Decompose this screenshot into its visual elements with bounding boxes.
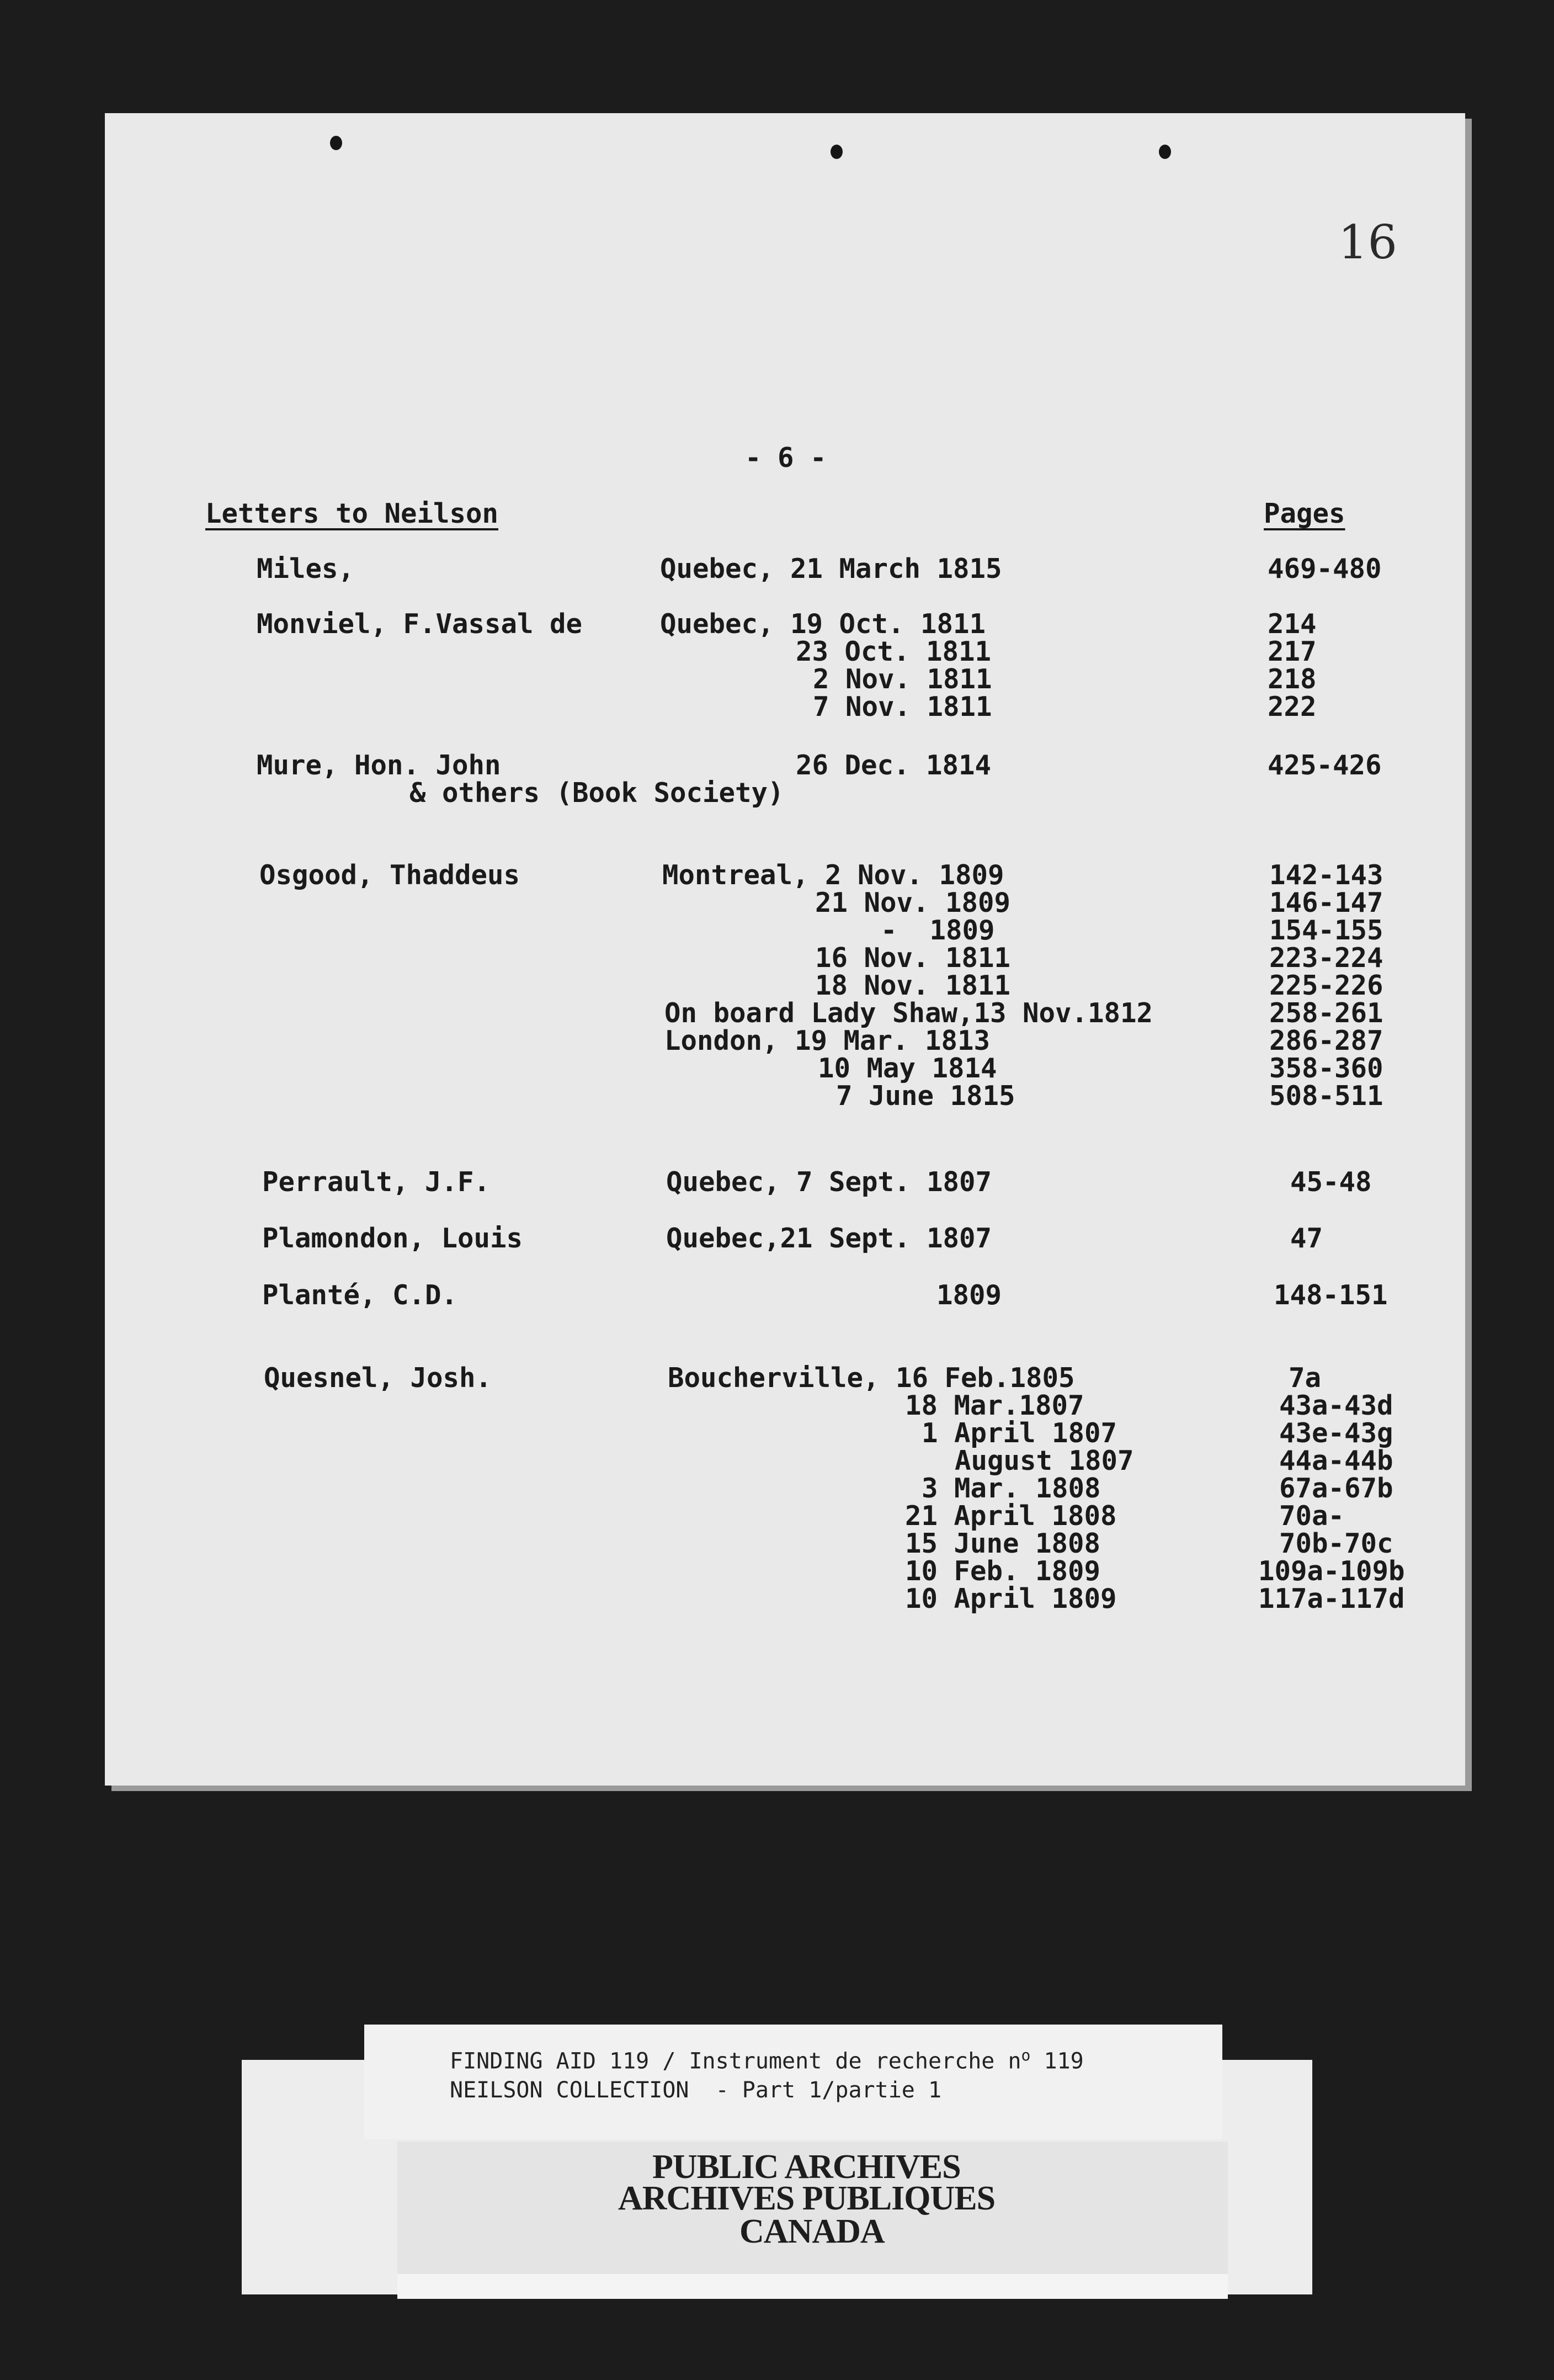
finding-aid-line1: FINDING AID 119 / Instrument de recherche $n^o$ 119: [450, 2046, 1084, 2074]
entry-date: Boucherville, 16 Feb.1805: [668, 1362, 1075, 1394]
pages-header: Pages: [1264, 498, 1345, 529]
entry-name-continued: & others (Book Society): [409, 777, 784, 809]
entry-date: 3 Mar. 1808: [922, 1473, 1101, 1504]
entry-date: Quebec, 7 Sept. 1807: [666, 1166, 992, 1198]
entry-pages: 225-226: [1269, 970, 1383, 1001]
document-sheet: [105, 113, 1465, 1786]
entry-name: Planté, C.D.: [262, 1279, 458, 1311]
entry-date: 23 Oct. 1811: [796, 636, 992, 667]
entry-date: On board Lady Shaw,13 Nov.1812: [664, 997, 1153, 1029]
entry-date: August 1807: [955, 1445, 1134, 1476]
stamp-edge: [397, 2274, 1228, 2299]
entry-pages: 218: [1268, 663, 1317, 695]
entry-date: 1809: [936, 1279, 1002, 1311]
entry-pages: 67a-67b: [1279, 1473, 1393, 1504]
entry-pages: 217: [1268, 636, 1317, 667]
entry-pages: 117a-117d: [1258, 1583, 1405, 1614]
entry-pages: 154-155: [1269, 915, 1383, 946]
entry-date: 16 Nov. 1811: [815, 942, 1011, 974]
entry-name: Osgood, Thaddeus: [259, 859, 520, 891]
entry-date: London, 19 Mar. 1813: [664, 1025, 991, 1056]
entry-date: 21 Nov. 1809: [815, 887, 1011, 918]
entry-pages: 425-426: [1268, 750, 1382, 781]
entry-date: 21 April 1808: [905, 1500, 1117, 1532]
section-title: Letters to Neilson: [205, 498, 499, 529]
entry-date: 7 June 1815: [836, 1080, 1015, 1112]
entry-name: Monviel, F.Vassal de: [257, 608, 583, 640]
entry-pages: 223-224: [1269, 942, 1383, 974]
stamp-line-1: PUBLIC ARCHIVES: [652, 2148, 961, 2186]
entry-date: Montreal, 2 Nov. 1809: [662, 859, 1004, 891]
punch-hole: [1159, 145, 1171, 159]
entry-pages: 142-143: [1269, 859, 1383, 891]
entry-pages: 70a-: [1279, 1500, 1345, 1532]
entry-date: 10 Feb. 1809: [905, 1555, 1101, 1587]
entry-pages: 109a-109b: [1258, 1555, 1405, 1587]
entry-pages: 45-48: [1290, 1166, 1372, 1198]
entry-date: 2 Nov. 1811: [813, 663, 992, 695]
entry-date: Quebec,21 Sept. 1807: [666, 1223, 992, 1254]
entry-name: Plamondon, Louis: [262, 1223, 523, 1254]
entry-pages: 222: [1268, 691, 1317, 722]
entry-name: Mure, Hon. John: [257, 750, 501, 781]
entry-pages: 146-147: [1269, 887, 1383, 918]
entry-name: Perrault, J.F.: [262, 1166, 491, 1198]
entry-date: 18 Nov. 1811: [815, 970, 1011, 1001]
entry-pages: 286-287: [1269, 1025, 1383, 1056]
entry-date: 1 April 1807: [922, 1417, 1117, 1449]
punch-hole: [831, 145, 843, 159]
entry-pages: 43a-43d: [1279, 1390, 1393, 1421]
sheet-number: 16: [1338, 215, 1397, 269]
entry-date: Quebec, 19 Oct. 1811: [660, 608, 986, 640]
stamp-line-2: ARCHIVES PUBLIQUES: [618, 2180, 996, 2217]
entry-pages: 43e-43g: [1279, 1417, 1393, 1449]
punch-hole: [330, 136, 342, 150]
entry-pages: 469-480: [1268, 553, 1382, 585]
entry-pages: 70b-70c: [1279, 1528, 1393, 1559]
entry-date: - 1809: [881, 915, 995, 946]
entry-pages: 358-360: [1269, 1053, 1383, 1084]
entry-date: 10 May 1814: [818, 1053, 997, 1084]
entry-date: Quebec, 21 March 1815: [660, 553, 1002, 585]
page-marker: - 6 -: [745, 442, 827, 474]
entry-pages: 44a-44b: [1279, 1445, 1393, 1476]
stamp-line-3: CANADA: [739, 2213, 885, 2250]
entry-pages: 214: [1268, 608, 1317, 640]
entry-pages: 508-511: [1269, 1080, 1383, 1112]
entry-date: 10 April 1809: [905, 1583, 1117, 1614]
entry-date: 15 June 1808: [905, 1528, 1101, 1559]
finding-aid-line2: NEILSON COLLECTION - Part 1/partie 1: [450, 2078, 942, 2103]
entry-pages: 148-151: [1274, 1279, 1388, 1311]
entry-date: 26 Dec. 1814: [796, 750, 992, 781]
entry-date: 18 Mar.1807: [905, 1390, 1084, 1421]
entry-pages: 258-261: [1269, 997, 1383, 1029]
entry-pages: 47: [1290, 1223, 1323, 1254]
entry-name: Miles,: [257, 553, 355, 585]
entry-name: Quesnel, Josh.: [264, 1362, 492, 1394]
entry-date: 7 Nov. 1811: [813, 691, 992, 722]
entry-pages: 7a: [1289, 1362, 1322, 1394]
